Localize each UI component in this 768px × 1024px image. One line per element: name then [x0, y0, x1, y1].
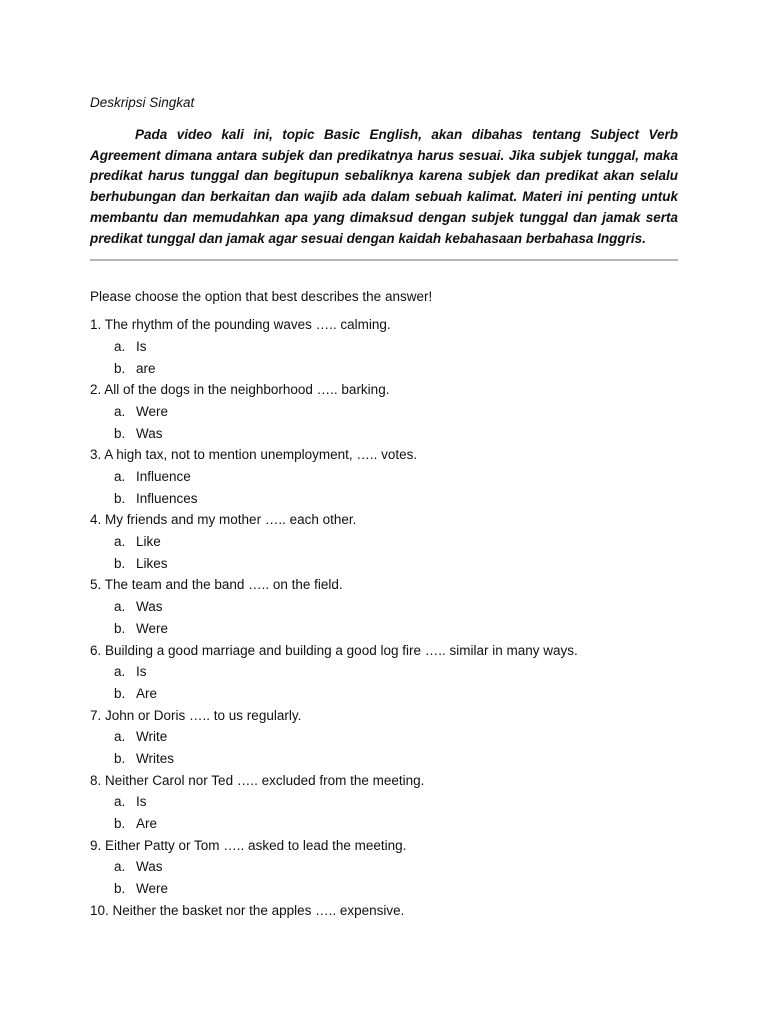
- option-text: Were: [136, 881, 169, 897]
- section-divider: [90, 259, 678, 261]
- option-text: are: [136, 360, 156, 376]
- question-text: 9. Either Patty or Tom ….. asked to lead the meeting.: [90, 837, 407, 853]
- option-item: [90, 683, 678, 705]
- option-item: [90, 878, 678, 900]
- option-list: [90, 856, 678, 899]
- option-text: Is: [136, 664, 147, 680]
- option-letter: b.: [114, 360, 126, 376]
- question-item: [90, 314, 678, 379]
- option-letter: b.: [114, 555, 126, 571]
- option-item: [90, 791, 678, 813]
- option-letter: a.: [114, 338, 126, 354]
- option-text: Are: [136, 685, 158, 701]
- option-text: Was: [136, 599, 163, 615]
- option-letter: b.: [114, 750, 126, 766]
- question-item: [90, 640, 678, 705]
- question-item: [90, 705, 678, 770]
- option-item: [90, 553, 678, 575]
- question-text: 5. The team and the band ….. on the field.: [90, 577, 343, 593]
- option-text: Was: [136, 859, 163, 875]
- question-item: [90, 444, 678, 509]
- option-letter: a.: [114, 469, 126, 485]
- option-letter: b.: [114, 881, 126, 897]
- option-item: [90, 813, 678, 835]
- option-text: Likes: [136, 555, 168, 571]
- option-letter: a.: [114, 664, 126, 680]
- option-text: Influences: [136, 490, 198, 506]
- question-item: [90, 509, 678, 574]
- option-letter: a.: [114, 729, 126, 745]
- option-text: Was: [136, 425, 163, 441]
- option-list: [90, 336, 678, 379]
- question-item: [90, 900, 678, 922]
- option-text: Were: [136, 403, 169, 419]
- option-list: [90, 726, 678, 769]
- option-item: [90, 423, 678, 445]
- option-text: Are: [136, 816, 158, 832]
- option-text: Like: [136, 534, 161, 550]
- question-text: 2. All of the dogs in the neighborhood ….. barking.: [90, 382, 390, 398]
- question-list: [90, 314, 678, 921]
- option-letter: a.: [114, 599, 126, 615]
- option-item: [90, 726, 678, 748]
- option-text: Is: [136, 794, 147, 810]
- option-text: Is: [136, 338, 147, 354]
- option-text: Were: [136, 620, 169, 636]
- question-text: 3. A high tax, not to mention unemployment, ….. votes.: [90, 447, 418, 463]
- question-text: 4. My friends and my mother ….. each other.: [90, 512, 357, 528]
- question-text: 10. Neither the basket nor the apples ….. expensive.: [90, 902, 405, 918]
- option-letter: b.: [114, 490, 126, 506]
- option-item: [90, 856, 678, 878]
- option-item: [90, 401, 678, 423]
- question-item: [90, 574, 678, 639]
- option-letter: b.: [114, 685, 126, 701]
- option-item: [90, 466, 678, 488]
- option-list: [90, 531, 678, 574]
- question-item: [90, 770, 678, 835]
- question-item: [90, 835, 678, 900]
- option-text: Writes: [136, 750, 175, 766]
- option-list: [90, 401, 678, 444]
- question-text: 8. Neither Carol nor Ted ….. excluded from the meeting.: [90, 772, 425, 788]
- option-letter: a.: [114, 403, 126, 419]
- option-list: [90, 661, 678, 704]
- option-item: [90, 596, 678, 618]
- option-letter: a.: [114, 794, 126, 810]
- option-item: [90, 531, 678, 553]
- option-text: Influence: [136, 469, 191, 485]
- question-text: 7. John or Doris ….. to us regularly.: [90, 707, 302, 723]
- option-letter: b.: [114, 816, 126, 832]
- question-text: 1. The rhythm of the pounding waves ….. calming.: [90, 317, 391, 333]
- option-list: [90, 466, 678, 509]
- option-letter: b.: [114, 425, 126, 441]
- description-heading: Deskripsi Singkat: [90, 95, 195, 110]
- option-list: [90, 596, 678, 639]
- option-letter: b.: [114, 620, 126, 636]
- option-item: [90, 488, 678, 510]
- description-body: Pada video kali ini, topic Basic English, akan dibahas tentang Subject Verb Agreement dimana antara subjek dan predikatnya harus sesuai. Jika subjek tunggal, maka predikat harus tunggal dan begitupun sebaliknya karena subjek dan predikat akan selalu berhubungan dan berkaitan dan wajib ada dalam sebuah kalimat. Materi ini penting untuk membantu dan memudahkan apa yang dimaksud dengan subjek tunggal dan jamak serta predikat tunggal dan jamak agar sesuai dengan kaidah kebahasaan berbahasa Inggris.: [90, 127, 678, 246]
- option-item: [90, 618, 678, 640]
- instruction-text: Please choose the option that best describes the answer!: [90, 289, 433, 305]
- option-letter: a.: [114, 534, 126, 550]
- option-item: [90, 748, 678, 770]
- option-letter: a.: [114, 859, 126, 875]
- option-item: [90, 661, 678, 683]
- option-list: [90, 791, 678, 834]
- option-item: [90, 336, 678, 358]
- option-item: [90, 358, 678, 380]
- document-page: [90, 94, 678, 921]
- question-text: 6. Building a good marriage and building a good log fire ….. similar in many ways.: [90, 642, 578, 658]
- question-item: [90, 379, 678, 444]
- option-text: Write: [136, 729, 168, 745]
